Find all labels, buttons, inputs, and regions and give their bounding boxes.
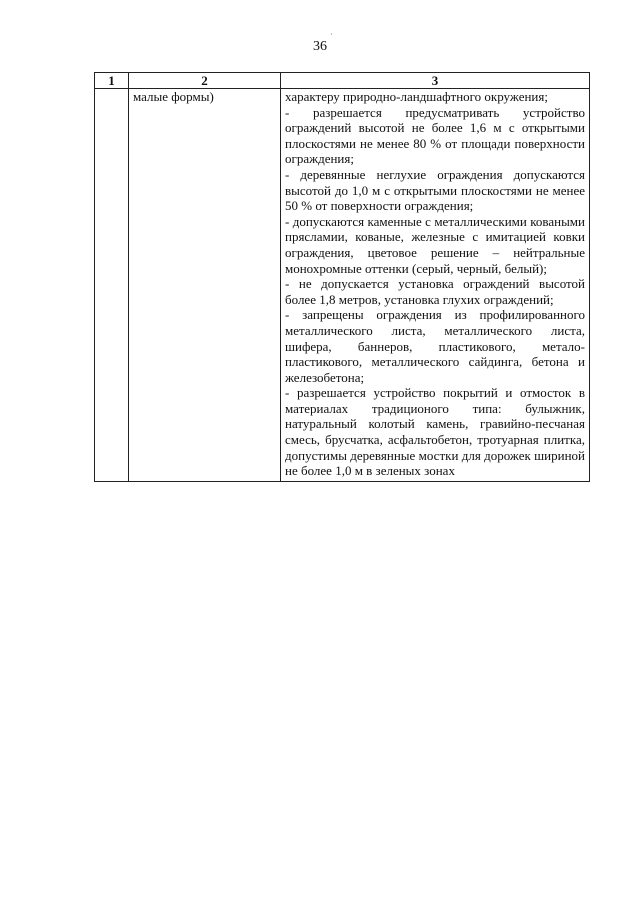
column-header-2: 2	[129, 73, 281, 89]
regulation-table	[94, 72, 590, 482]
cell-col3	[281, 89, 590, 482]
rule-text: - деревянные неглухие ограждения допускаются высотой до 1,0 м с открытыми плоскостями не менее 50 % от поверхности ограждения;	[285, 166, 585, 214]
rule-text: - разрешается предусматривать устройство ограждений высотой не более 1,6 м с открытыми плоскостями не менее 80 % от площади поверхности ограждения;	[285, 104, 585, 167]
rule-text: характеру природно-ландшафтного окружения;	[285, 89, 548, 104]
rule-text: - запрещены ограждения из профилированного металлического листа, металлического листа, шифера, баннеров, пластикового, метало-пластикового, металлического сайдинга, бетона и железобетона;	[285, 307, 585, 385]
table-header-row	[95, 73, 590, 89]
cell-col1	[95, 89, 129, 482]
page-number: 36	[313, 39, 327, 54]
top-mark: ·	[330, 30, 333, 39]
rule-text: - разрешается устройство покрытий и отмосток в материалах традиционого типа: булыжник, натуральный колотый камень, гравийно-песчаная смесь, брусчатка, асфальтобетон, тротуарная плитка, допустимы деревянные мостки для дорожек шириной не более 1,0 м в зеленых зонах	[285, 385, 585, 479]
column-header-1: 1	[95, 73, 129, 89]
cell-col2: малые формы)	[129, 89, 281, 482]
column-header-3: 3	[281, 73, 590, 89]
rule-text: - допускаются каменные с металлическими коваными прясламии, кованые, железные с имитацией ковки ограждения, цветовое решение – нейтральные монохромные оттенки (серый, черный, белый);	[285, 213, 585, 276]
table-row	[95, 89, 590, 482]
rule-text: - не допускается установка ограждений высотой более 1,8 метров, установка глухих ограждений;	[285, 276, 585, 307]
